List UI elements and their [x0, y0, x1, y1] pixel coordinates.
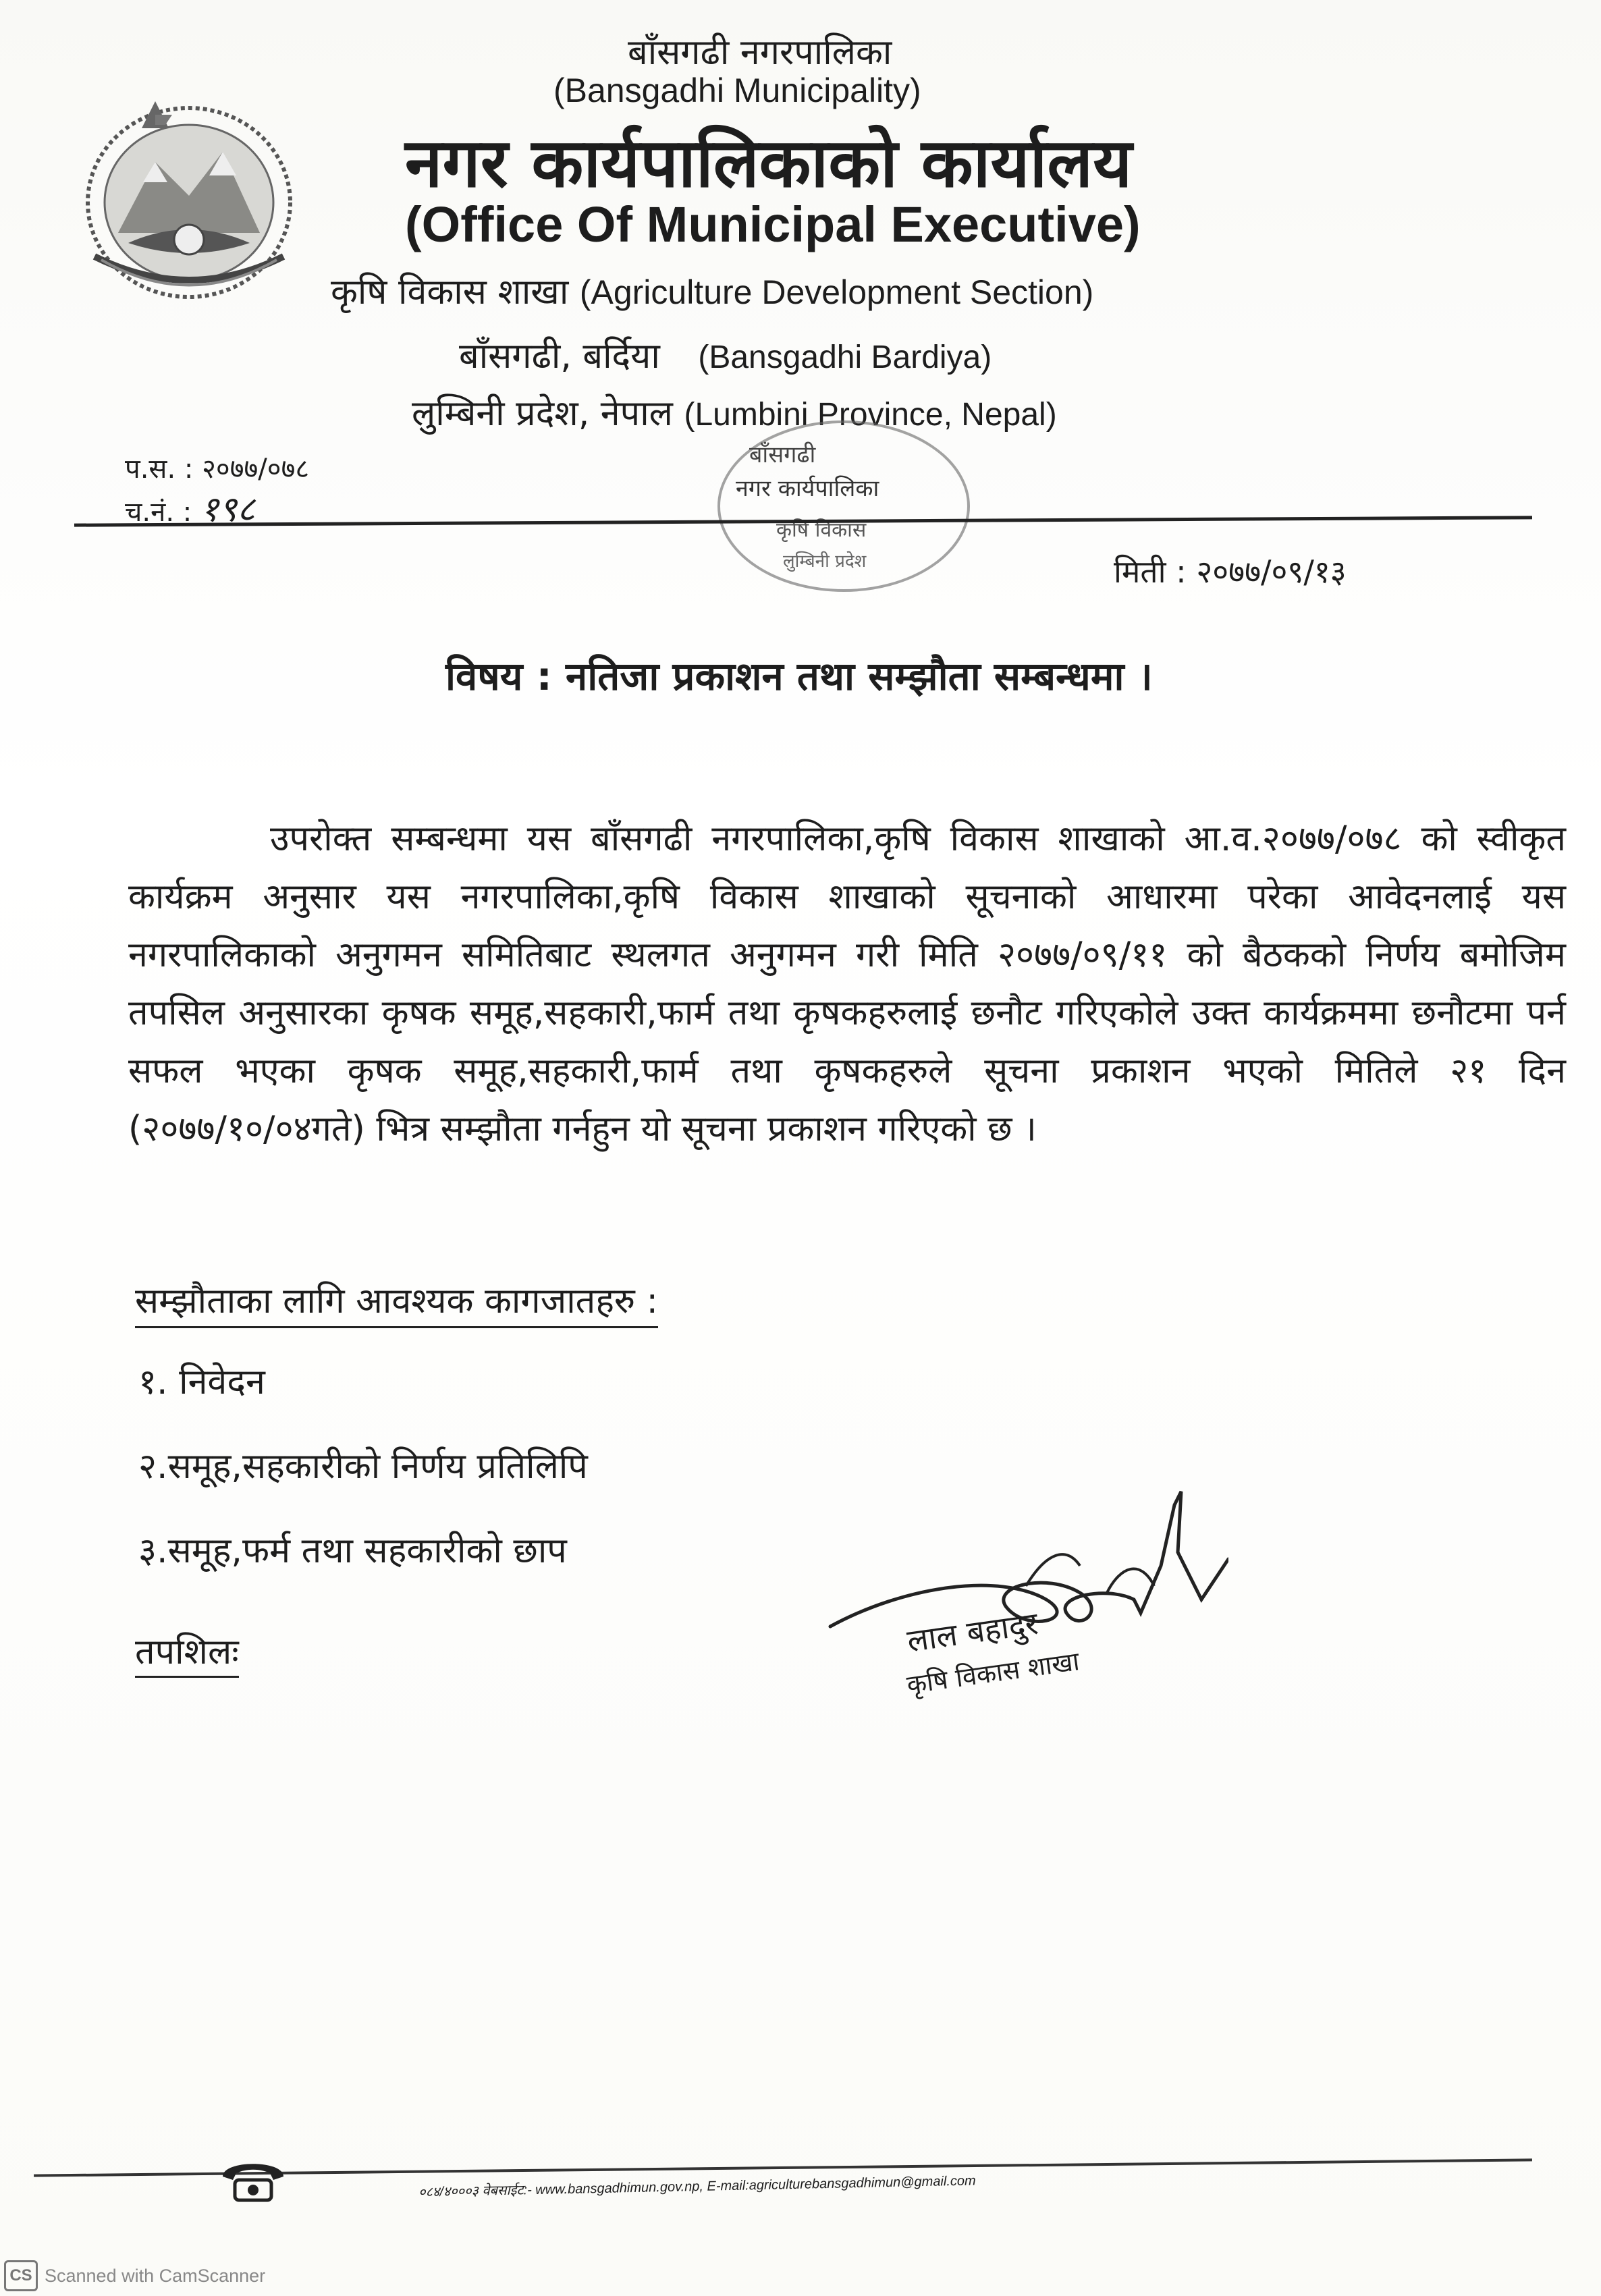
body-paragraph: उपरोक्त सम्बन्धमा यस बाँसगढी नगरपालिका,कृषि विकास शाखाको आ.व.२०७७/०७८ को स्वीकृत कार्यक्रम अनुसार यस नगरपालिका,कृषि विकास शाखाको सूचनाको आधारमा परेका आवेदनलाई यस नगरपालिकाको अनुगमन समितिबाट स्थलगत अनुगमन गरी मिति २०७७/०९/११ को बैठकको निर्णय बमोजिम तपसिल अनुसारका कृषक समूह,सहकारी,फार्म तथा कृषकहरुलाई छनौट गरिएकोले उक्त कार्यक्रममा छनौटमा पर्न सफल भएका कृषक समूह,सहकारी,फार्म तथा कृषकहरुले सूचना प्रकाशन भएको मितिले २१ दिन (२०७७/१०/०४गते) भित्र सम्झौता गर्नहुन यो सूचना प्रकाशन गरिएको छ । [128, 819, 1566, 1149]
municipality-name-nepali: बाँसगढी नगरपालिका [628, 32, 892, 73]
section-name-english: (Agriculture Development Section) [579, 273, 1094, 311]
office-stamp [709, 412, 979, 601]
address-english: (Bansgadhi Bardiya) [698, 339, 992, 375]
camscanner-watermark [0, 2256, 310, 2296]
stamp-line-4: लुम्बिनी प्रदेश [783, 551, 867, 572]
signer-title: कृषि विकास शाखा [904, 1646, 1081, 1700]
document-item: २.समूह,सहकारीको निर्णय प्रतिलिपि [138, 1446, 588, 1487]
office-name-nepali: नगर कार्यपालिकाको कार्यालय [405, 124, 1133, 202]
telephone-icon [216, 2156, 290, 2204]
address [459, 331, 992, 379]
ps-value: २०७७/०७८ [202, 454, 310, 485]
signer-name: लाल बहादुर [904, 1604, 1041, 1660]
chn-value: १९८ [200, 489, 256, 530]
address-nepali: बाँसगढी, बर्दिया [459, 336, 660, 377]
stamp-line-2: नगर कार्यपालिका [736, 475, 879, 502]
chn-label: च.नं. : [125, 497, 192, 528]
stamp-line-1: बाँसगढी [749, 441, 816, 468]
document-item: १. निवेदन [138, 1362, 265, 1402]
document-item: ३.समूह,फर्म तथा सहकारीको छाप [138, 1531, 567, 1571]
ps-line [125, 449, 309, 489]
documents-heading: सम्झौताका लागि आवश्यक कागजातहरु : [135, 1276, 658, 1328]
section-name-nepali: कृषि विकास शाखा [331, 272, 569, 312]
tapsil-label: तपशिलः [135, 1627, 239, 1678]
municipality-name-english: (Bansgadhi Municipality) [553, 72, 921, 109]
subject-line: विषय : नतिजा प्रकाशन तथा सम्झौता सम्बन्धमा । [445, 653, 1153, 699]
section-name [331, 267, 1093, 315]
province-english: (Lumbini Province, Nepal) [684, 397, 1057, 433]
stamp-line-3: कृषि विकास [776, 518, 867, 542]
ps-label: प.स. : [125, 454, 194, 485]
date-value: २०७७/०९/१३ [1196, 553, 1347, 590]
date [1114, 550, 1347, 592]
date-label: मिती : [1114, 553, 1187, 590]
office-name-english: (Office Of Municipal Executive) [405, 196, 1141, 252]
camscanner-logo-icon: CS [4, 2260, 38, 2291]
camscanner-text: Scanned with CamScanner [45, 2265, 266, 2286]
province-nepali: लुम्बिनी प्रदेश, नेपाल [412, 393, 673, 434]
nepal-emblem-logo [54, 88, 324, 310]
footer-contact-info: ०८४/४०००३ वेबसाईट:- www.bansgadhimun.gov.np, E-mail:agriculturebansgadhimun@gmail.com [418, 2173, 976, 2200]
reference-block [125, 449, 309, 532]
